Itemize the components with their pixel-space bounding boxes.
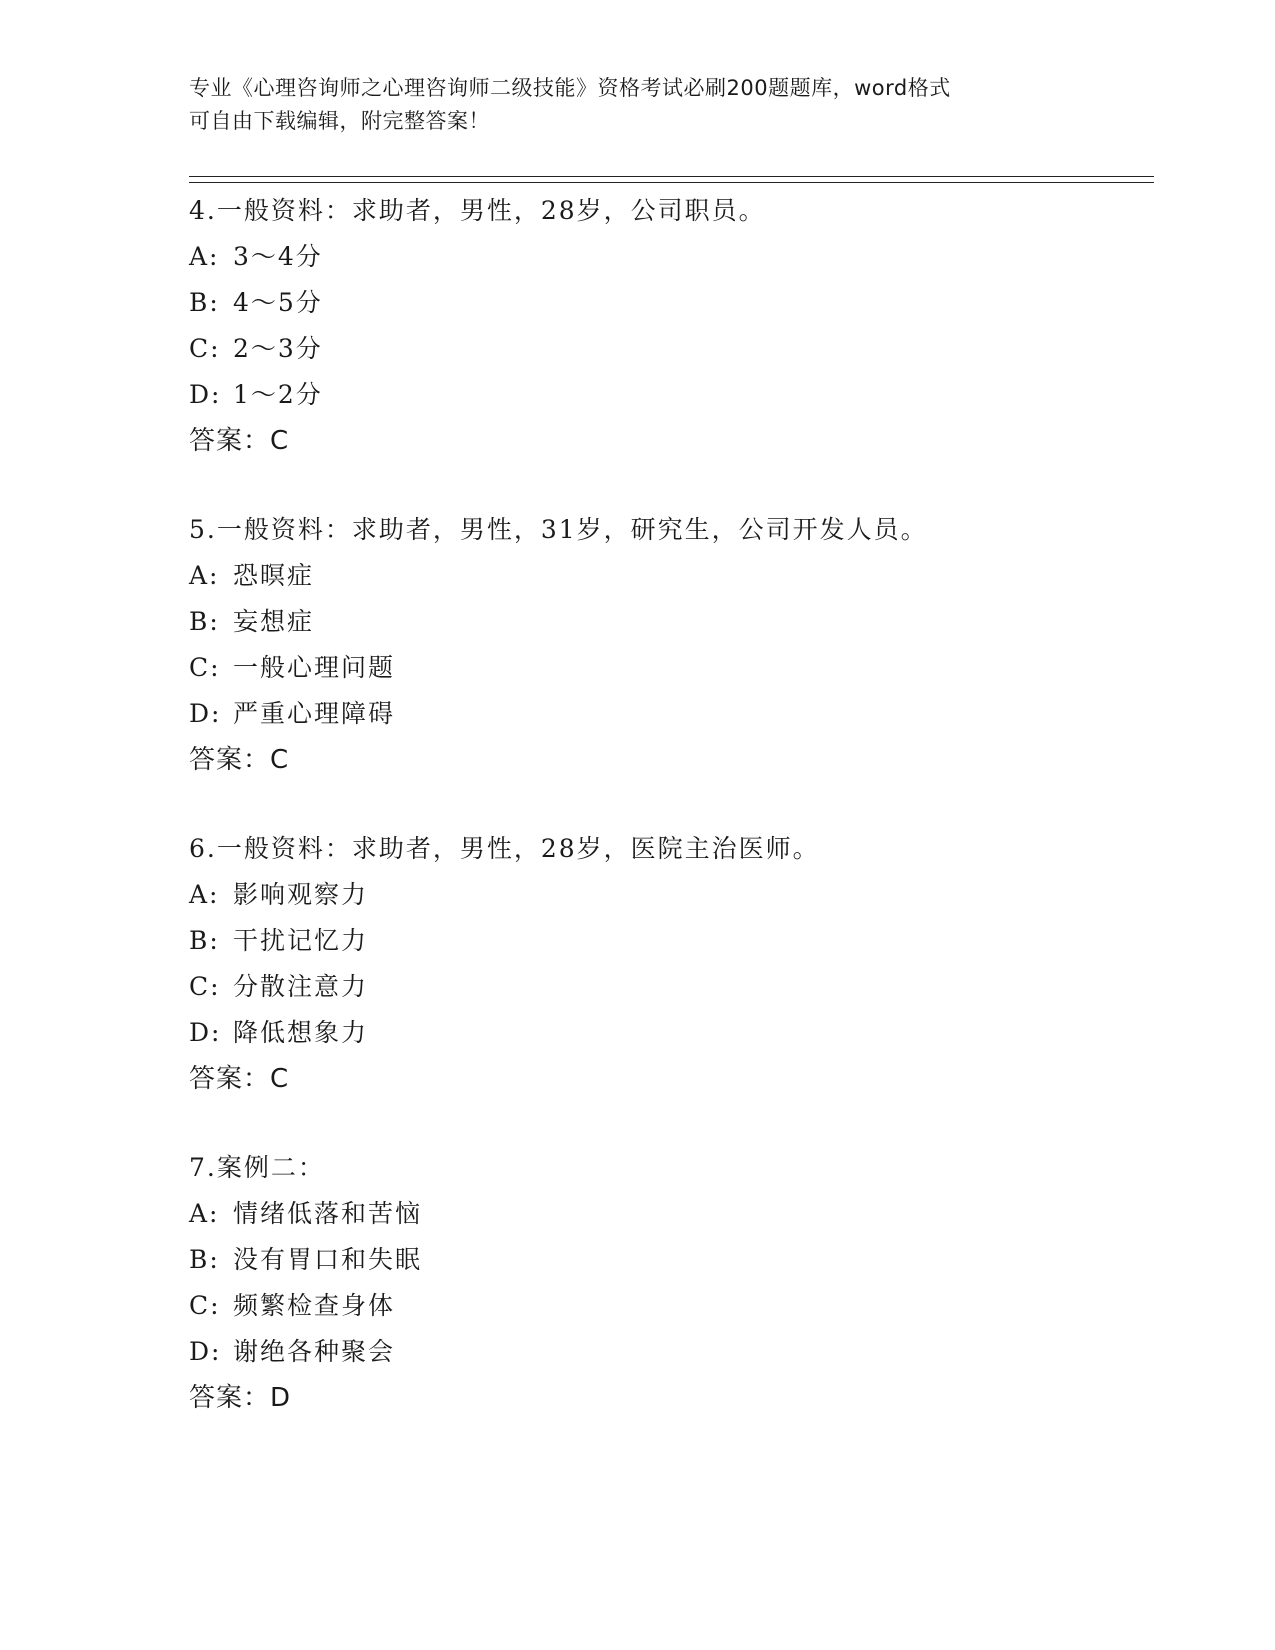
option-label: B: — [189, 926, 220, 955]
option-label: A: — [189, 242, 220, 271]
option-d — [189, 1010, 1154, 1056]
question-stem: 4.一般资料：求助者，男性，28岁，公司职员。 — [189, 196, 766, 225]
option-label: C: — [189, 1291, 221, 1320]
option-c — [189, 1283, 1154, 1329]
answer-line: 答案：C — [189, 426, 290, 456]
option-label: C: — [189, 972, 221, 1001]
option-text: 3～4分 — [233, 242, 323, 271]
option-text: 严重心理障碍 — [233, 699, 396, 728]
option-label: B: — [189, 607, 220, 636]
answer-line: 答案：C — [189, 745, 290, 775]
option-label: B: — [189, 1245, 220, 1274]
option-text: 4～5分 — [233, 288, 323, 317]
header-line-2: 可自由下载编辑，附完整答案！ — [189, 109, 490, 133]
question-list — [189, 188, 1154, 1464]
option-label: D: — [189, 699, 222, 728]
option-b — [189, 280, 1154, 326]
answer-line: 答案：D — [189, 1383, 292, 1413]
answer-line: 答案：C — [189, 1064, 290, 1094]
option-text: 影响观察力 — [233, 880, 369, 909]
question-stem: 5.一般资料：求助者，男性，31岁，研究生，公司开发人员。 — [189, 515, 928, 544]
option-b — [189, 918, 1154, 964]
option-label: D: — [189, 380, 222, 409]
option-text: 没有胃口和失眠 — [233, 1245, 423, 1274]
option-text: 一般心理问题 — [233, 653, 396, 682]
option-text: 情绪低落和苦恼 — [233, 1199, 423, 1228]
option-text: 妄想症 — [233, 607, 315, 636]
option-a — [189, 234, 1154, 280]
option-d — [189, 691, 1154, 737]
option-text: 1～2分 — [233, 380, 323, 409]
header-line-1: 专业《心理咨询师之心理咨询师二级技能》资格考试必刷200题题库，word格式 — [189, 76, 951, 100]
document-header — [189, 72, 1089, 138]
question-item — [189, 1145, 1154, 1421]
option-label: A: — [189, 880, 220, 909]
option-label: C: — [189, 653, 221, 682]
option-label: C: — [189, 334, 221, 363]
option-text: 降低想象力 — [233, 1018, 369, 1047]
option-text: 干扰记忆力 — [233, 926, 369, 955]
option-a — [189, 1191, 1154, 1237]
option-a — [189, 553, 1154, 599]
option-label: A: — [189, 561, 220, 590]
question-item — [189, 507, 1154, 783]
question-item — [189, 826, 1154, 1102]
option-a — [189, 872, 1154, 918]
option-c — [189, 964, 1154, 1010]
option-d — [189, 1329, 1154, 1375]
option-text: 恐暝症 — [233, 561, 315, 590]
question-item — [189, 188, 1154, 464]
question-stem: 6.一般资料：求助者，男性，28岁，医院主治医师。 — [189, 834, 820, 863]
option-c — [189, 645, 1154, 691]
option-label: D: — [189, 1337, 222, 1366]
option-text: 谢绝各种聚会 — [233, 1337, 396, 1366]
option-c — [189, 326, 1154, 372]
question-stem: 7.案例二： — [189, 1153, 325, 1182]
option-label: D: — [189, 1018, 222, 1047]
option-text: 分散注意力 — [233, 972, 369, 1001]
option-b — [189, 599, 1154, 645]
option-text: 2～3分 — [233, 334, 323, 363]
option-label: A: — [189, 1199, 220, 1228]
header-divider-top — [189, 176, 1154, 177]
header-divider-bottom — [189, 182, 1154, 183]
option-text: 频繁检查身体 — [233, 1291, 396, 1320]
option-b — [189, 1237, 1154, 1283]
option-label: B: — [189, 288, 220, 317]
option-d — [189, 372, 1154, 418]
